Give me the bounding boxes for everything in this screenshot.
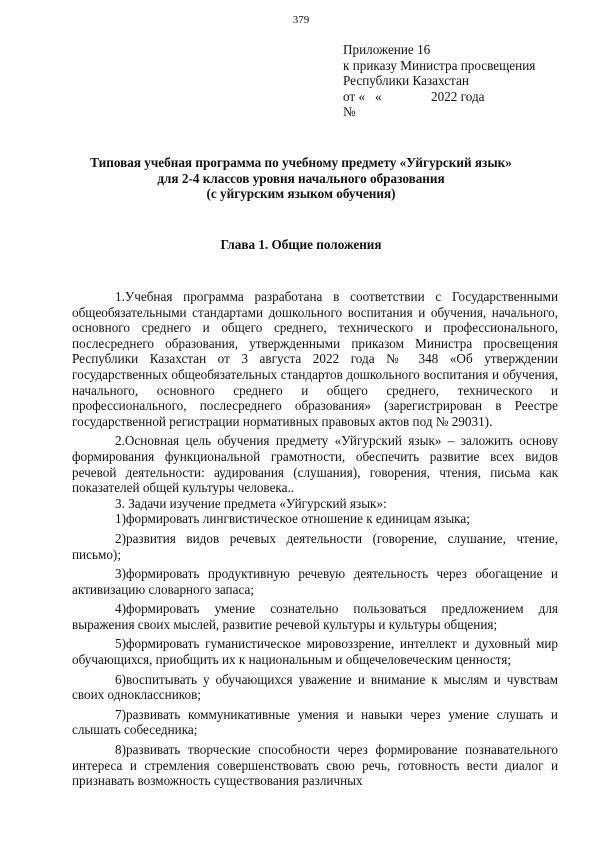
list-item: 4)формировать умение сознательно пользоваться предложением для выражения своих мыслей, развитие речевой культуры и культуры общения; [72,601,558,632]
title-line: для 2-4 классов уровня начального образования [157,170,445,186]
page-number: 379 [292,14,310,26]
list-item: 7)развивать коммуникативные умения и навыки через умение слушать и слышать собеседника; [72,706,558,738]
appendix-line: Приложение 16 [343,42,431,57]
list-item: 3)формировать продуктивную речевую деятельность через обогащение и активизацию словарного запаса; [72,566,558,597]
appendix-line: к приказу Министра просвещения [343,57,536,73]
appendix-number-line: № [343,104,356,120]
appendix-line: Республики Казахстан [343,73,469,89]
title-line: Типовая учебная программа по учебному предмету «Уйгурский язык» [90,155,512,170]
paragraph: 1.Учебная программа разработана в соответствии с Государственными общеобязательными стандартами дошкольного воспитания и обучения, начального, основного среднего и общего среднего, технического и профессионального, послесреднего образования, утвержденными приказом Министра просвещения Республики Казахстан от 3 августа 2022 года № 348 «Об утверждении государственных общеобязательных стандартов дошкольного воспитания и обучения, начального, основного среднего и общего среднего, технического и профессионального, послесреднего образования» (зарегистрирован в Реестре государственной регистрации нормативных правовых актов под № 29031). [72,289,558,429]
list-item: 6)воспитывать у обучающихся уважение и внимание к мыслям и чувствам своих одноклассников; [72,671,558,703]
list-item: 2)развития видов речевых деятельности (говорение, слушание, чтение, письмо); [72,530,558,562]
title-line: (с уйгурским языком обучения) [206,186,396,202]
chapter-heading: Глава 1. Общие положения [220,237,382,252]
list-item: 1)формировать лингвистическое отношение к единицам языка; [115,511,470,527]
list-item: 5)формировать гуманистическое мировоззрение, интеллект и духовный мир обучающихся, приобщить их к национальным и общечеловеческим ценностя; [72,636,558,668]
body-text [72,289,558,789]
paragraph: 3. Задачи изучение предмета «Уйгурский язык»: [115,495,387,511]
list-item: 8)развивать творческие способности через формирование познавательного интереса и стремления совершенствовать свою речь, готовность вести диалог и признавать возможность существования различных [72,742,558,789]
document-title [60,155,542,202]
appendix-date-line: от « « 2022 года [343,88,485,104]
appendix-block [343,42,583,120]
paragraph: 2.Основная цель обучения предмету «Уйгурский язык» – заложить основу формирования функциональной грамотности, обеспечить развитие всех видов речевой деятельности: аудирования (слушания), говорения, чтения, письма как показателей общей культуры человека.. [72,433,558,496]
